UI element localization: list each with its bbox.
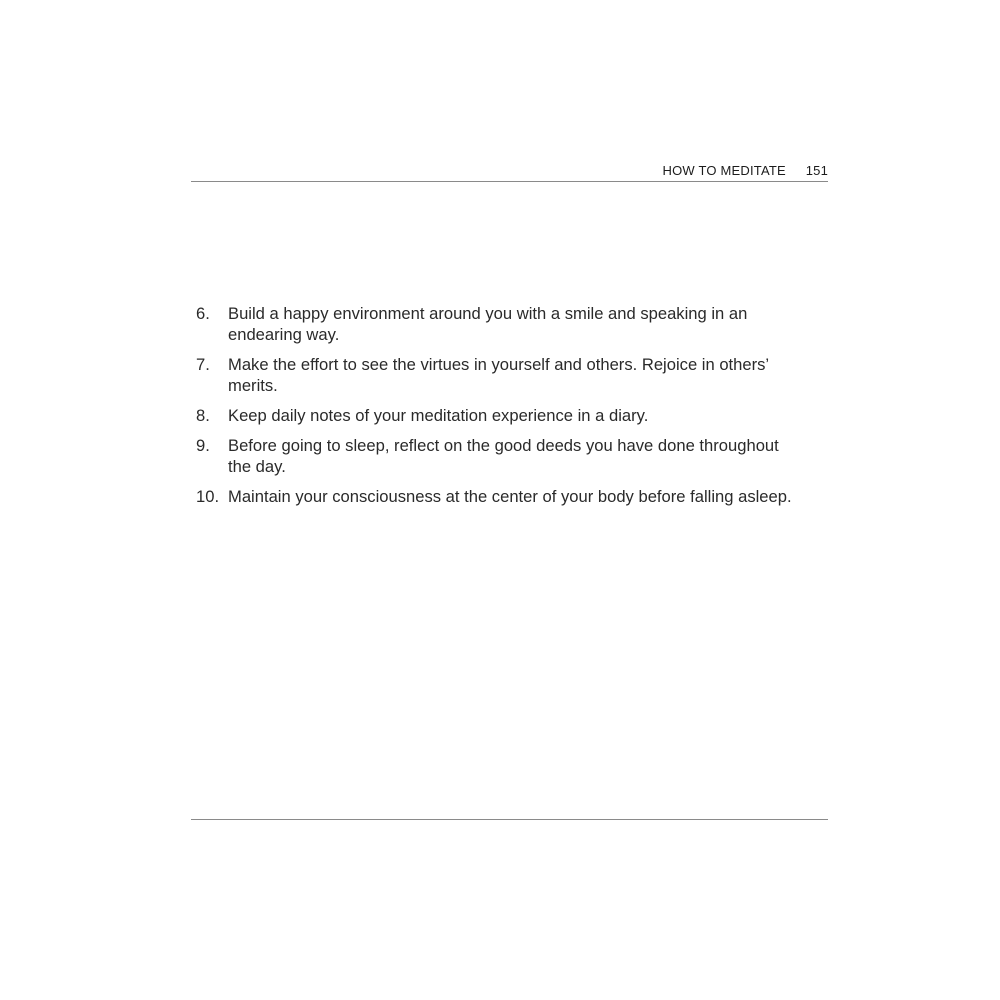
numbered-list (196, 303, 806, 516)
list-item-text: Build a happy environment around you with a smile and speaking in an endearing way. (228, 304, 748, 344)
page-number: 151 (805, 163, 828, 178)
running-head (191, 163, 828, 181)
section-title: HOW TO MEDITATE (662, 163, 786, 178)
header-rule (191, 181, 828, 182)
list-item (196, 486, 806, 507)
list-item (196, 354, 806, 396)
list-item-text: Before going to sleep, reflect on the good deeds you have done throughout the day. (228, 436, 779, 476)
list-item-number: 9. (196, 436, 210, 455)
list-item-number: 6. (196, 304, 210, 323)
list-item (196, 405, 806, 426)
footer-rule (191, 819, 828, 820)
list-item-text: Make the effort to see the virtues in yourself and others. Rejoice in others’ merits. (228, 355, 769, 395)
list-item-text: Keep daily notes of your meditation experience in a diary. (228, 406, 649, 425)
list-item-number: 8. (196, 406, 210, 425)
list-item (196, 435, 806, 477)
list-item-number: 7. (196, 355, 210, 374)
list-item (196, 303, 806, 345)
list-item-number: 10. (196, 487, 220, 506)
list-item-text: Maintain your consciousness at the center of your body before falling asleep. (228, 487, 792, 506)
